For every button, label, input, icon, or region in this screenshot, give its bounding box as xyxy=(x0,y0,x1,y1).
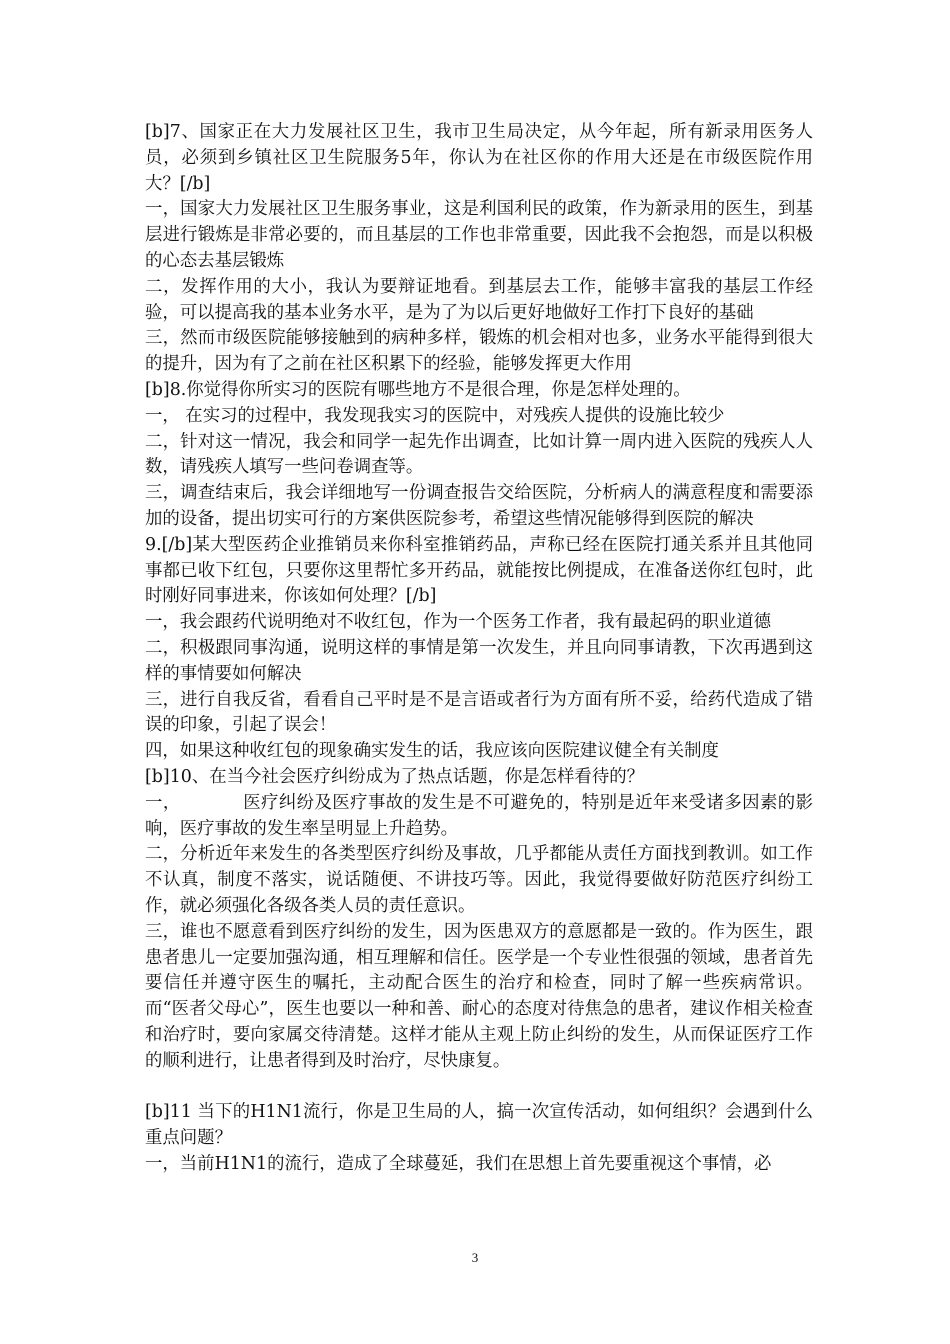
answer-paragraph: 二，分析近年来发生的各类型医疗纠纷及事故，几乎都能从责任方面找到教训。如工作不认真，制度不落实，说话随便、不讲技巧等。因此，我觉得要做好防范医疗纠纷工作，就必须强化各级各类人员的责任意识。 xyxy=(145,844,813,916)
answer-paragraph: 四，如果这种收红包的现象确实发生的话，我应该向医院建议健全有关制度 xyxy=(145,741,719,762)
answer-paragraph: 三，谁也不愿意看到医疗纠纷的发生，因为医患双方的意愿都是一致的。作为医生，跟患者患儿一定要加强沟通，相互理解和信任。医学是一个专业性很强的领域，患者首先要信任并遵守医生的嘱托，主动配合医生的治疗和检查，同时了解一些疾病常识。而“医者父母心”，医生也要以一种和善、耐心的态度对待焦急的患者，建议作相关检查和治疗时，要向家属交待清楚。这样才能从主观上防止纠纷的发生，从而保证医疗工作的顺利进行，让患者得到及时治疗，尽快康复。 xyxy=(145,921,813,1071)
answer-paragraph: 一，我会跟药代说明绝对不收红包，作为一个医务工作者，我有最起码的职业道德 xyxy=(145,612,772,633)
page-number: 3 xyxy=(471,1250,479,1265)
answer-paragraph: 一， 在实习的过程中，我发现我实习的医院中，对残疾人提供的设施比较少 xyxy=(145,405,725,426)
question-10-heading: [b]10、在当今社会医疗纠纷成为了热点话题，你是怎样看待的？ xyxy=(145,766,644,787)
document-body xyxy=(145,120,813,1178)
answer-paragraph: 三，进行自我反省，看看自己平时是不是言语或者行为方面有所不妥，给药代造成了错误的印象，引起了误会！ xyxy=(145,689,813,736)
question-11-heading: [b]11 当下的H1N1流行，你是卫生局的人，搞一次宣传活动，如何组织？会遇到什么重点问题？ xyxy=(145,1102,813,1149)
answer-paragraph: 一，国家大力发展社区卫生服务事业，这是利国利民的政策，作为新录用的医生，到基层进行锻炼是非常必要的，而且基层的工作也非常重要，因此我不会抱怨，而是以积极的心态去基层锻炼 xyxy=(145,199,813,271)
answer-paragraph: 一，当前H1N1的流行，造成了全球蔓延，我们在思想上首先要重视这个事情，必 xyxy=(145,1154,772,1175)
answer-paragraph: 二，针对这一情况，我会和同学一起先作出调查，比如计算一周内进入医院的残疾人人数，请残疾人填写一些问卷调查等。 xyxy=(145,431,813,478)
answer-paragraph: 二，积极跟同事沟通，说明这样的事情是第一次发生，并且向同事请教，下次再遇到这样的事情要如何解决 xyxy=(145,637,813,684)
question-7-heading: [b]7、国家正在大力发展社区卫生，我市卫生局决定，从今年起，所有新录用医务人员，必须到乡镇社区卫生院服务5年，你认为在社区你的作用大还是在市级医院作用大？[/b] xyxy=(145,122,813,194)
answer-paragraph: 一， 医疗纠纷及医疗事故的发生是不可避免的，特别是近年来受诸多因素的影响，医疗事故的发生率呈明显上升趋势。 xyxy=(145,792,813,839)
question-8-heading: [b]8.你觉得你所实习的医院有哪些地方不是很合理，你是怎样处理的。 xyxy=(145,379,691,400)
blank-line xyxy=(145,1074,813,1100)
answer-paragraph: 三，调查结束后，我会详细地写一份调查报告交给医院，分析病人的满意程度和需要添加的设备，提出切实可行的方案供医院参考，希望这些情况能够得到医院的解决 xyxy=(145,483,813,529)
question-9-heading: 9.[/b]某大型医药企业推销员来你科室推销药品，声称已经在医院打通关系并且其他同事都已收下红包，只要你这里帮忙多开药品，就能按比例提成，在准备送你红包时，此时刚好同事进来，你该如何处理？[/b] xyxy=(145,534,813,607)
answer-paragraph: 二，发挥作用的大小，我认为要辩证地看。到基层去工作，能够丰富我的基层工作经验，可以提高我的基本业务水平，是为了为以后更好地做好工作打下良好的基础 xyxy=(145,276,813,323)
answer-paragraph: 三，然而市级医院能够接触到的病种多样，锻炼的机会相对也多，业务水平能得到很大的提升，因为有了之前在社区积累下的经验，能够发挥更大作用 xyxy=(145,328,813,375)
